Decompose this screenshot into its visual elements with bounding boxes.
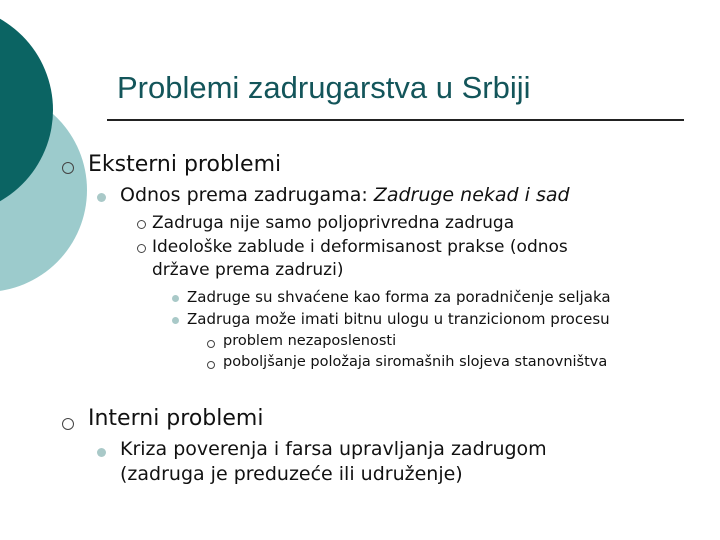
- bullet-kriza-poverenja-line1: Kriza poverenja i farsa upravljanja zadrugom: [120, 438, 547, 460]
- bullet-zadruga-nije-samo: Zadruga nije samo poljoprivredna zadruga: [152, 213, 515, 233]
- ring-bullet-icon: [137, 220, 146, 229]
- dot-bullet-icon: [172, 317, 179, 324]
- title-divider: [107, 119, 684, 121]
- dot-bullet-icon: [97, 448, 106, 457]
- bullet-zadruga-moze-imati: Zadruga može imati bitnu ulogu u tranzicionom procesu: [187, 310, 610, 328]
- bullet-odnos-label: Odnos prema zadrugama:: [120, 184, 374, 206]
- bullet-problem-nezaposlenosti: problem nezaposlenosti: [223, 333, 397, 349]
- bullet-kriza-poverenja-line2: (zadruga je preduzeće ili udruženje): [120, 463, 463, 485]
- bullet-zadruge-su-shvacene: Zadruge su shvaćene kao forma za poradničenje seljaka: [187, 288, 611, 306]
- dot-bullet-icon: [97, 193, 106, 202]
- bullet-interni-problemi: Interni problemi: [88, 406, 264, 431]
- bullet-poboljsanje-polozaja: poboljšanje položaja siromašnih slojeva stanovništva: [223, 354, 608, 370]
- slide-title: Problemi zadrugarstva u Srbiji: [117, 70, 531, 105]
- ring-bullet-icon: [207, 361, 215, 369]
- dot-bullet-icon: [172, 295, 179, 302]
- bullet-odnos-prema-zadrugama: [120, 184, 570, 206]
- ring-bullet-icon: [62, 162, 74, 174]
- bullet-eksterni-problemi: Eksterni problemi: [88, 152, 282, 177]
- bullet-ideoloske-zablude-line1: Ideološke zablude i deformisanost prakse (odnos: [152, 237, 568, 257]
- ring-bullet-icon: [62, 418, 74, 430]
- bullet-ideoloske-zablude-line2: države prema zadruzi): [152, 260, 344, 280]
- ring-bullet-icon: [207, 340, 215, 348]
- bullet-odnos-italic: Zadruge nekad i sad: [373, 184, 570, 206]
- ring-bullet-icon: [137, 244, 146, 253]
